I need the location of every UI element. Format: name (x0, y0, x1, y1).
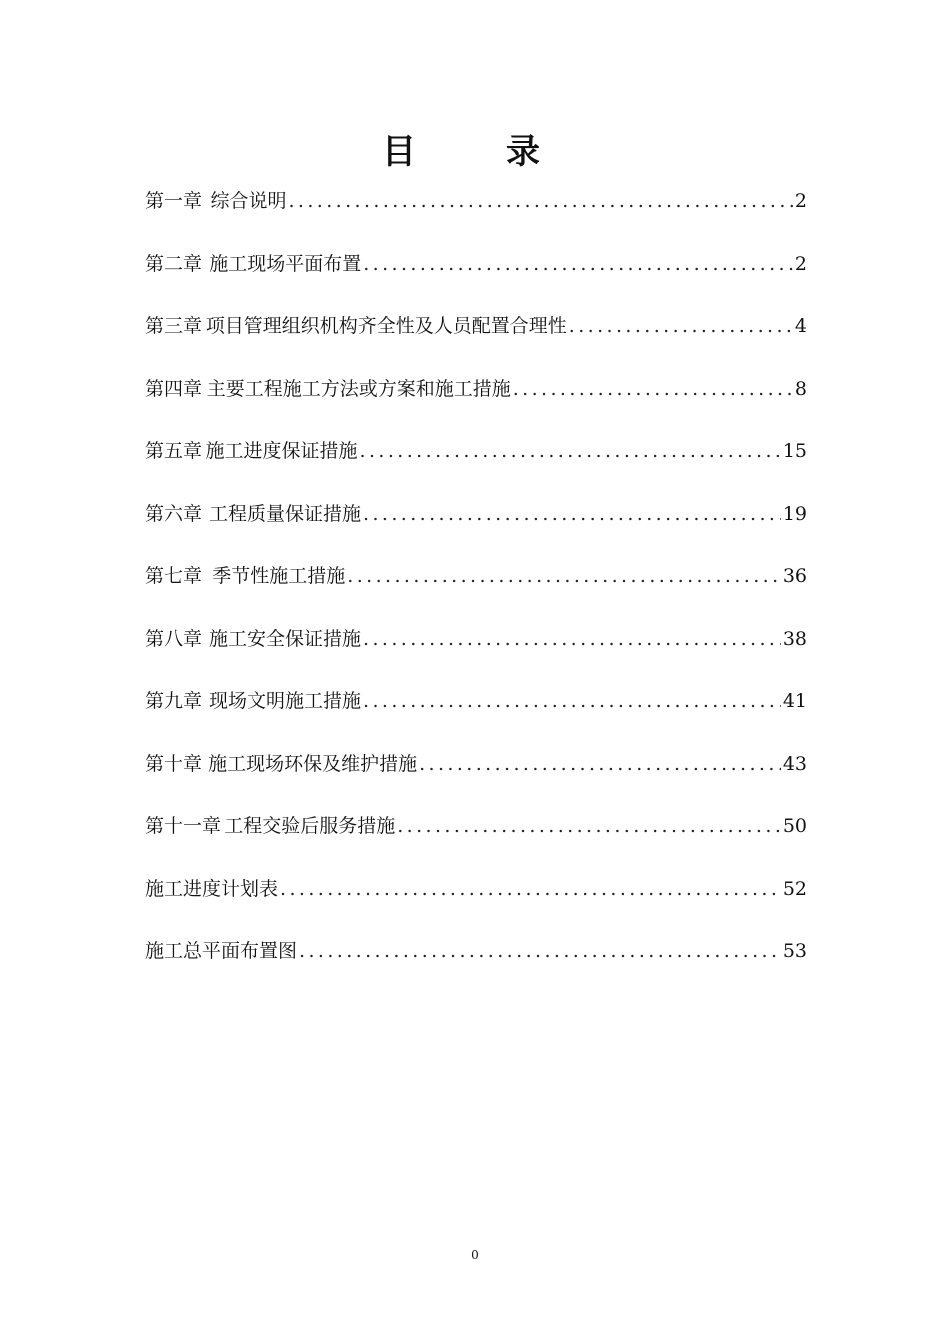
toc-page-number: 15 (782, 440, 807, 462)
toc-title: 工程质量保证措施 (209, 502, 362, 525)
toc-leader-dots (397, 810, 781, 842)
toc-leader-dots (513, 373, 793, 405)
toc-entry[interactable] (145, 498, 807, 561)
toc-leader-dots (363, 623, 781, 655)
toc-chapter-label: 第三章 (145, 315, 203, 337)
toc-title: 综合说明 (210, 190, 287, 212)
toc-page-number: 38 (782, 627, 807, 650)
toc-chapter-label: 第十一章 (145, 815, 222, 837)
toc-title: 施工总平面布置图 (145, 940, 298, 962)
toc-entry[interactable] (145, 810, 807, 873)
toc-page-number: 36 (782, 565, 807, 587)
toc-title: 工程交验后服务措施 (224, 815, 396, 837)
toc-entry[interactable] (145, 873, 807, 936)
toc-page-number: 2 (794, 252, 807, 275)
toc-chapter-label: 第五章 (145, 440, 203, 462)
toc-chapter-label: 第八章 (145, 627, 203, 650)
toc-leader-dots (299, 935, 781, 967)
toc-entry[interactable] (145, 685, 807, 748)
toc-page-number: 2 (794, 190, 807, 212)
toc-title: 施工现场平面布置 (209, 252, 362, 275)
toc-leader-dots (419, 748, 781, 780)
toc-chapter-label: 第十章 (145, 752, 203, 775)
toc-page-number: 50 (782, 815, 807, 837)
toc-leader-dots (288, 185, 792, 217)
toc-entry[interactable] (145, 248, 807, 311)
toc-chapter-label: 第七章 (145, 565, 203, 587)
toc-page-number: 53 (782, 940, 807, 962)
toc-leader-dots (280, 873, 781, 905)
toc-page-number: 8 (794, 377, 807, 400)
toc-chapter-label: 第九章 (145, 690, 203, 712)
toc-chapter-label: 第一章 (145, 190, 203, 212)
toc-title: 主要工程施工方法或方案和施工措施 (206, 377, 511, 400)
toc-entry[interactable] (145, 435, 807, 498)
toc-chapter-label: 第二章 (145, 252, 203, 275)
toc-title: 施工进度保证措施 (205, 440, 358, 462)
toc-title: 施工现场环保及维护措施 (208, 752, 418, 775)
toc-title: 季节性施工措施 (212, 565, 346, 587)
toc-leader-dots (363, 248, 793, 280)
toc-leader-dots (347, 560, 781, 592)
toc-title: 项目管理组织机构齐全性及人员配置合理性 (205, 315, 567, 337)
toc-page-number: 41 (782, 690, 807, 712)
toc-page-number: 43 (782, 752, 807, 775)
toc-title: 施工进度计划表 (145, 877, 279, 900)
toc-leader-dots (363, 498, 781, 530)
toc-entry[interactable] (145, 748, 807, 811)
toc-entry[interactable] (145, 185, 807, 248)
toc-leader-dots (569, 310, 793, 342)
toc-entry[interactable] (145, 623, 807, 686)
toc-page-number: 4 (794, 315, 807, 337)
page-title: 目 录 (382, 132, 568, 172)
toc-chapter-label: 第六章 (145, 502, 203, 525)
toc-title: 现场文明施工措施 (209, 690, 362, 712)
toc-leader-dots (363, 685, 781, 717)
toc-entry[interactable] (145, 310, 807, 373)
toc-page-number: 52 (782, 877, 807, 900)
toc-chapter-label: 第四章 (145, 377, 203, 400)
toc-page-number: 19 (782, 502, 807, 525)
toc-title: 施工安全保证措施 (209, 627, 362, 650)
toc-entry[interactable] (145, 560, 807, 623)
table-of-contents (145, 185, 807, 998)
page-number: 0 (471, 1248, 479, 1262)
toc-entry[interactable] (145, 935, 807, 998)
toc-leader-dots (360, 435, 781, 467)
toc-entry[interactable] (145, 373, 807, 436)
